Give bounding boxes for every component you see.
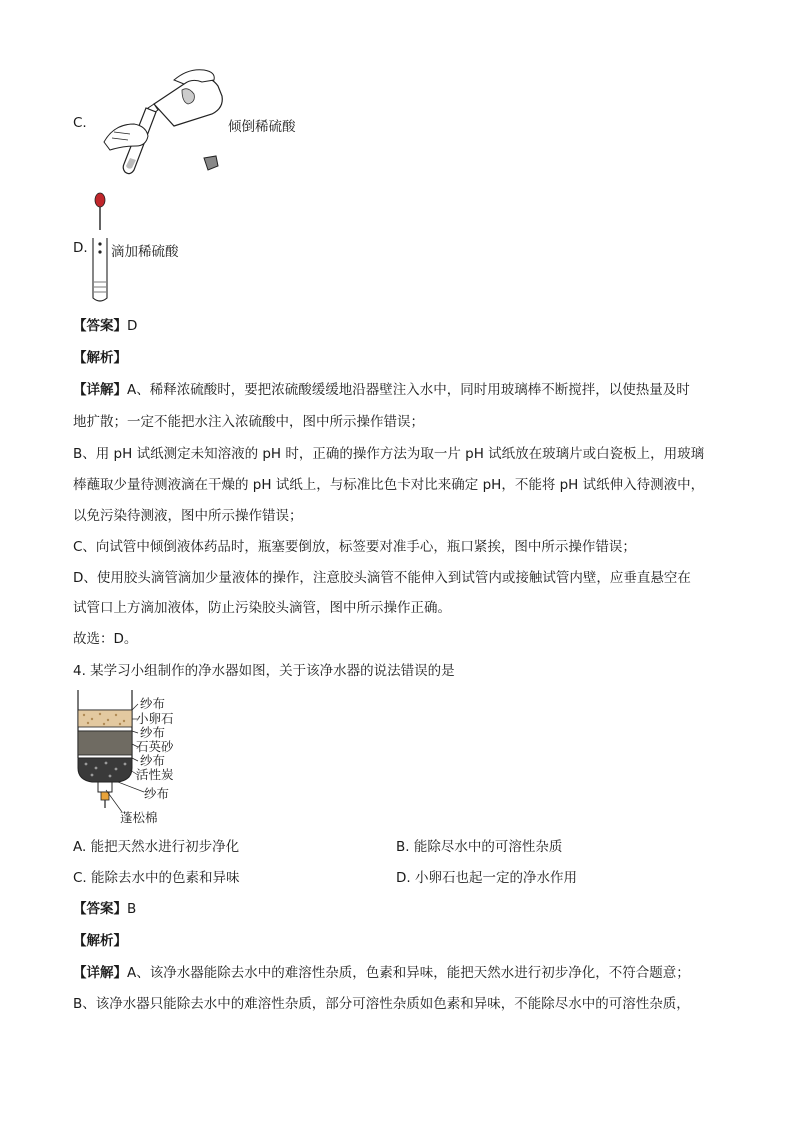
dropping-acid-illustration	[88, 190, 112, 305]
detail-text: A、稀释浓硫酸时，要把浓硫酸缓缓地沿器壁注入水中，同时用玻璃棒不断搅拌，以使热量及时	[127, 382, 690, 398]
q4-option-d: D. 小卵石也起一定的净水作用	[396, 870, 577, 886]
q3-detail-line: D、使用胶头滴管滴加少量液体的操作，注意胶头滴管不能伸入到试管内或接触试管内壁，应垂直悬空在	[73, 570, 691, 586]
option-c-label: 倾倒稀硫酸	[228, 119, 296, 135]
bottle-stopper	[204, 156, 218, 170]
q4-analysis-tag: 【解析】	[73, 933, 127, 949]
label-gauze: 纱布	[140, 725, 166, 740]
q3-detail-line: B、用 pH 试纸测定未知溶液的 pH 时，正确的操作方法为取一片 pH 试纸放在玻璃片或白瓷板上，用玻璃	[73, 446, 705, 462]
q4-detail-line: B、该净水器只能除去水中的难溶性杂质，部分可溶性杂质如色素和异味，不能除尽水中的可溶性杂质，	[73, 996, 690, 1012]
droplet	[98, 242, 101, 245]
option-c-letter: C.	[73, 115, 87, 131]
activated-carbon-layer	[78, 758, 132, 782]
label-activated-carbon: 活性炭	[136, 767, 174, 782]
q3-analysis-tag: 【解析】	[73, 350, 127, 366]
answer-tag: 【答案】	[73, 318, 127, 334]
label-gauze: 纱布	[144, 786, 170, 801]
q4-option-c: C. 能除去水中的色素和异味	[73, 870, 240, 886]
q3-answer	[73, 316, 137, 336]
label-fluffy-cotton: 蓬松棉	[120, 810, 158, 825]
dropper-bulb	[95, 193, 105, 207]
q3-detail-line: 故选：D。	[73, 631, 138, 647]
pouring-acid-illustration	[96, 62, 236, 178]
q4-option-a: A. 能把天然水进行初步净化	[73, 839, 240, 855]
answer-tag: 【答案】	[73, 901, 127, 917]
q4-stem: 4. 某学习小组制作的净水器如图，关于该净水器的说法错误的是	[73, 663, 455, 679]
q3-detail-line: C、向试管中倾倒液体药品时，瓶塞要倒放，标签要对准手心，瓶口紧挨，图中所示操作错误；	[73, 539, 636, 555]
q3-detail-line: 地扩散；一定不能把水注入浓硫酸中，图中所示操作错误；	[73, 414, 424, 430]
outlet-valve	[101, 792, 109, 800]
water-purifier-diagram	[70, 690, 200, 830]
q4-answer	[73, 899, 136, 919]
quartz-sand-layer	[78, 731, 132, 755]
droplet	[98, 250, 101, 253]
label-gauze: 纱布	[140, 753, 166, 768]
q3-detail-line	[73, 380, 690, 400]
detail-tag: 【详解】	[73, 965, 127, 981]
answer-value: B	[127, 901, 137, 917]
detail-text: A、该净水器能除去水中的难溶性杂质，色素和异味，能把天然水进行初步净化，不符合题意；	[127, 965, 690, 981]
q4-option-b: B. 能除尽水中的可溶性杂质	[396, 839, 563, 855]
q3-detail-line: 以免污染待测液，图中所示操作错误；	[73, 508, 303, 524]
label-small-pebbles: 小卵石	[136, 711, 174, 726]
answer-value: D	[127, 318, 138, 334]
option-d-label: 滴加稀硫酸	[111, 244, 179, 260]
detail-tag: 【详解】	[73, 382, 127, 398]
label-gauze: 纱布	[140, 696, 166, 711]
test-tube	[93, 238, 107, 301]
q4-detail-line	[73, 963, 690, 983]
q3-detail-line: 棒蘸取少量待测液滴在干燥的 pH 试纸上，与标准比色卡对比来确定 pH，不能将 pH 试纸伸入待测液中，	[73, 477, 705, 493]
label-quartz-sand: 石英砂	[136, 739, 174, 754]
q3-detail-line: 试管口上方滴加液体，防止污染胶头滴管，图中所示操作正确。	[73, 600, 451, 616]
option-d-letter: D.	[73, 240, 88, 256]
fluffy-cotton	[98, 782, 112, 792]
